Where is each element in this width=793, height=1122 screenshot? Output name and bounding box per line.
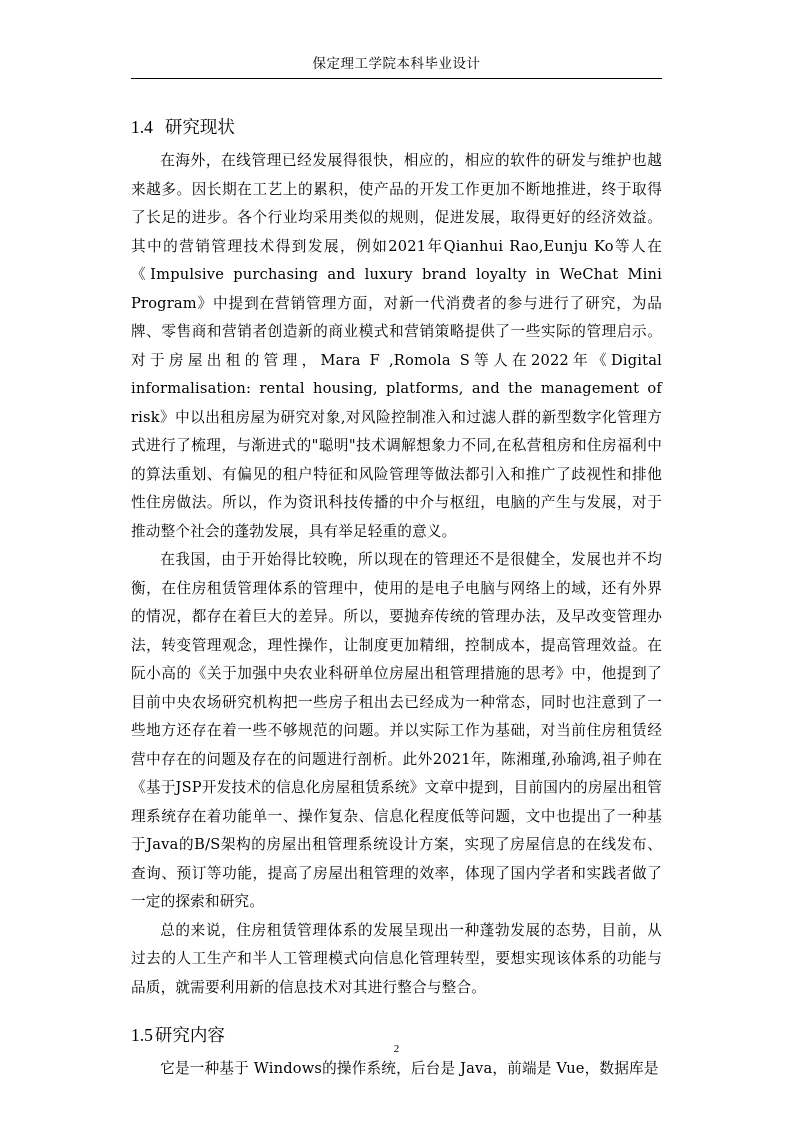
section-heading-1-4 xyxy=(131,112,662,143)
header-rule xyxy=(131,78,662,79)
section-number: 1.5 xyxy=(131,1025,153,1045)
paragraph-domestic: 在我国，由于开始得比较晚，所以现在的管理还不是很健全，发展也并不均衡，在住房租赁管理体系的管理中，使用的是电子电脑与网络上的域，还有外界的情况，都存在着巨大的差异。所以，要抛弃传统的管理办法，及早改变管理办法，转变管理观念，理性操作，让制度更加精细，控制成本，提高管理效益。在阮小高的《关于加强中央农业科研单位房屋出租管理措施的思考》中，他提到了目前中央农场研究机构把一些房子租出去已经成为一种常态，同时也注意到了一些地方还存在着一些不够规范的问题。并以实际工作为基础，对当前住房租赁经营中存在的问题及存在的问题进行剖析。此外2021年，陈湘瑾,孙瑜鸿,祖子帅在《基于JSP开发技术的信息化房屋租赁系统》文章中提到，目前国内的房屋出租管理系统存在着功能单一、操作复杂、信息化程度低等问题，文中也提出了一种基于Java的B/S架构的房屋出租管理系统设计方案，实现了房屋信息的在线发布、查询、预订等功能，提高了房屋出租管理的效率，体现了国内学者和实践者做了一定的探索和研究。 xyxy=(131,551,662,910)
section-title: 研究现状 xyxy=(164,118,235,138)
running-header: 保定理工学院本科毕业设计 xyxy=(312,56,481,72)
section-title: 研究内容 xyxy=(154,1026,225,1046)
paragraph-summary: 总的来说，住房租赁管理体系的发展呈现出一种蓬勃发展的态势，目前，从过去的人工生产和半人工管理模式向信息化管理转型，要想实现该体系的功能与品质，就需要利用新的信息技术对其进行整合与整合。 xyxy=(131,921,662,996)
paragraph-research-content: 它是一种基于 Windows的操作系统，后台是 Java，前端是 Vue，数据库是 xyxy=(160,1060,659,1077)
paragraph-overseas: 在海外，在线管理已经发展得很快，相应的，相应的软件的研发与维护也越来越多。因长期在工艺上的累积，使产品的开发工作更加不断地推进，终于取得了长足的进步。各个行业均采用类似的规则，促进发展，取得更好的经济效益。其中的营销管理技术得到发展，例如2021年Qianhui Rao,Eunju Ko等人在《Impulsive purchasing and luxury brand loyalty in WeChat Mini Program》中提到在营销管理方面，对新一代消费者的参与进行了研究，为品牌、零售商和营销者创造新的商业模式和营销策略提供了一些实际的管理启示。对于房屋出租的管理，Mara F ,Romola S等人在2022年《Digital informalisation: rental housing, platforms, and the management of risk》中以出租房屋为研究对象,对风险控制准入和过滤人群的新型数字化管理方式进行了梳理，与渐进式的"聪明"技术调解想象力不同,在私营租房和住房福利中的算法重划、有偏见的租户特征和风险管理等做法都引入和推广了歧视性和排他性住房做法。所以，作为资讯科技传播的中介与枢纽，电脑的产生与发展，对于推动整个社会的蓬勃发展，具有举足轻重的意义。 xyxy=(131,152,662,540)
section-number: 1.4 xyxy=(131,117,153,137)
page-number: 2 xyxy=(393,1043,400,1055)
page-content xyxy=(131,112,662,1084)
